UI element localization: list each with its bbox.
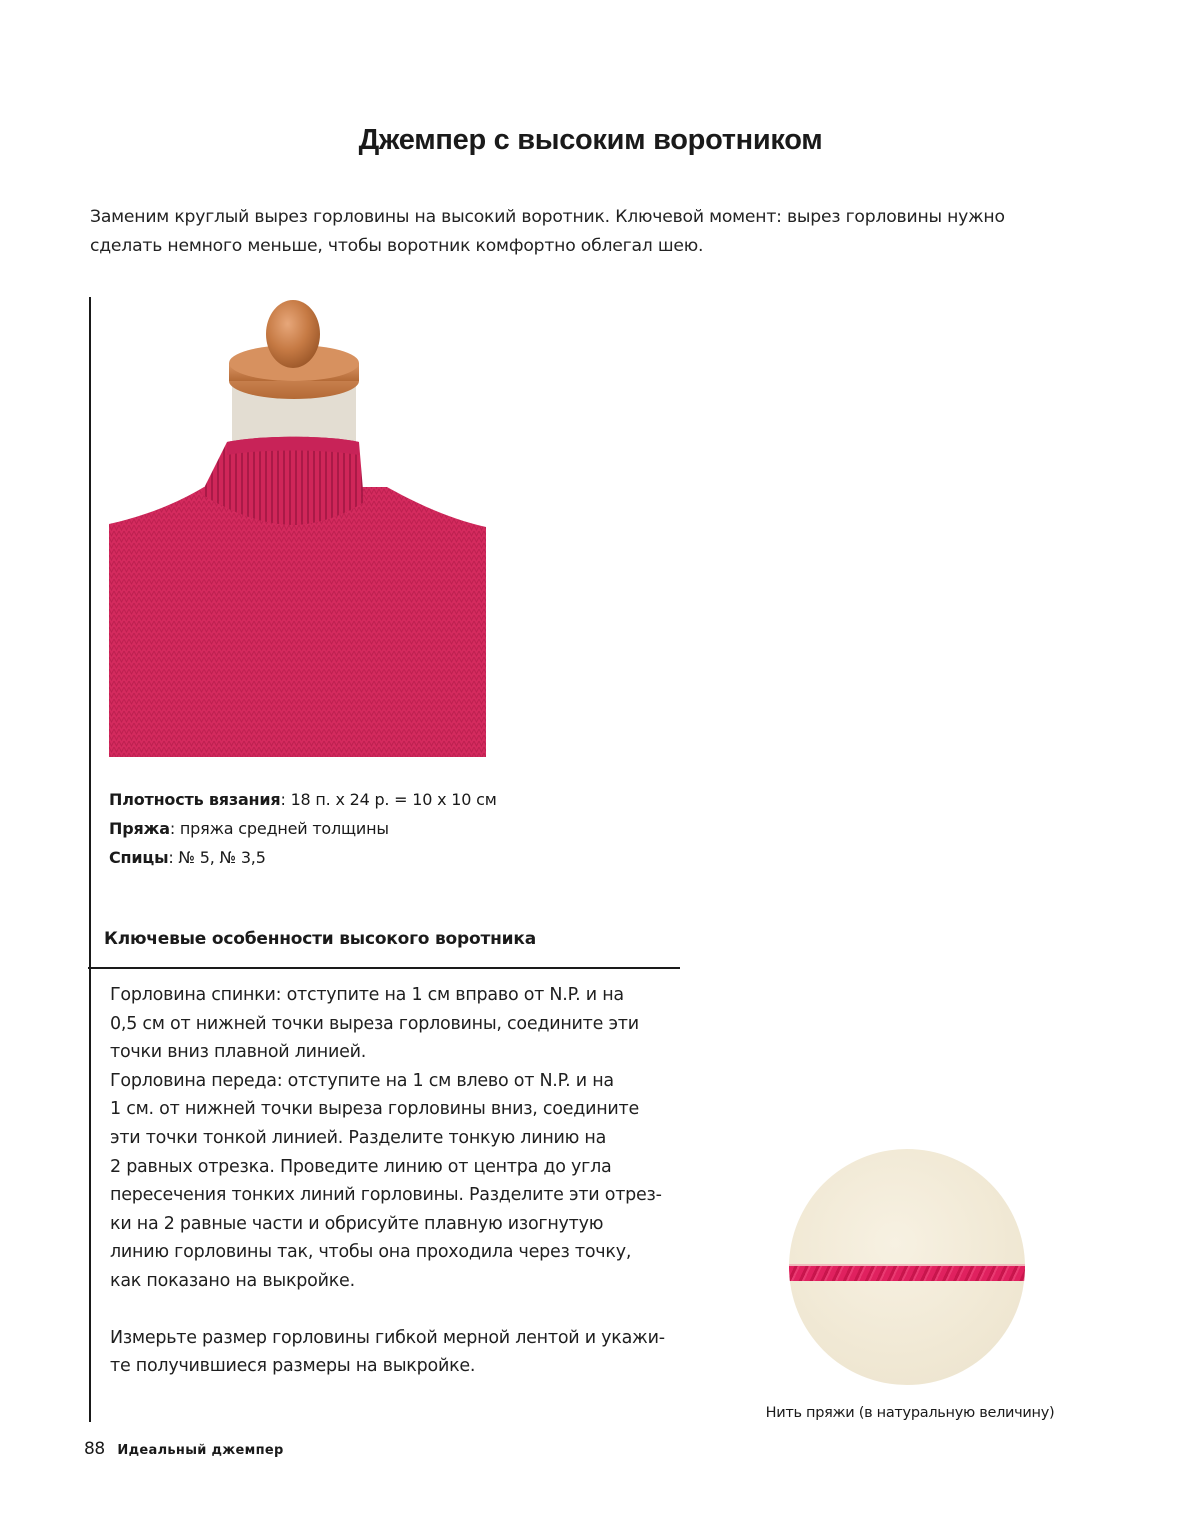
spec-yarn <box>109 814 497 843</box>
section-divider <box>88 967 680 969</box>
body-line: как показано на выкройке. <box>110 1270 355 1291</box>
paragraph-gap <box>110 1296 730 1324</box>
body-line: эти точки тонкой линией. Разделите тонкую линию на <box>110 1127 607 1148</box>
sweater-body <box>109 487 486 757</box>
pattern-specs <box>109 785 497 872</box>
spec-label: Спицы <box>109 848 169 867</box>
body-line: линию горловины так, чтобы она проходила через точку, <box>110 1242 632 1263</box>
page-title: Джемпер с высоким воротником <box>358 124 823 156</box>
spec-needles <box>109 843 497 872</box>
body-line: 2 равных отрезка. Проведите линию от центра до угла <box>110 1156 612 1177</box>
turtleneck-on-dress-form-illustration <box>109 297 486 757</box>
spec-label: Пряжа <box>109 819 170 838</box>
margin-rule <box>89 297 91 1422</box>
section-body <box>110 981 730 1381</box>
dress-form-knob <box>266 300 320 368</box>
body-line: ки на 2 равные части и обрисуйте плавную изогнутую <box>110 1213 604 1234</box>
yarn-strand <box>789 1266 1025 1281</box>
spec-value: : № 5, № 3,5 <box>168 848 266 867</box>
body-line: 1 см. от нижней точки выреза горловины вниз, соедините <box>110 1099 639 1120</box>
body-line: Горловина переда: отступите на 1 см влево от N.P. и на <box>110 1070 614 1091</box>
yarn-sample-caption: Нить пряжи (в натуральную величину) <box>765 1405 1055 1421</box>
yarn-sample-image <box>789 1149 1025 1385</box>
page-number: 88 <box>84 1439 105 1459</box>
intro-line: сделать немного меньше, чтобы воротник комфортно облегал шею. <box>90 236 704 256</box>
section-heading: Ключевые особенности высокого воротника <box>104 929 537 949</box>
spec-value: : 18 п. x 24 р. = 10 x 10 см <box>280 790 497 809</box>
spec-gauge <box>109 785 497 814</box>
spec-label: Плотность вязания <box>109 790 281 809</box>
spec-value: : пряжа средней толщины <box>169 819 389 838</box>
body-line: Измерьте размер горловины гибкой мерной лентой и укажи- <box>110 1327 665 1348</box>
running-title: Идеальный джемпер <box>117 1443 284 1458</box>
body-line: Горловина спинки: отступите на 1 см вправо от N.P. и на <box>110 985 624 1005</box>
body-line: 0,5 см от нижней точки выреза горловины, соедините эти <box>110 1013 639 1034</box>
body-line: пересечения тонких линий горловины. Разделите эти отрез- <box>110 1185 662 1206</box>
body-line: те получившиеся размеры на выкройке. <box>110 1356 476 1377</box>
intro-paragraph <box>90 203 1100 261</box>
body-line: точки вниз плавной линией. <box>110 1042 367 1063</box>
intro-line: Заменим круглый вырез горловины на высокий воротник. Ключевой момент: вырез горловины нужно <box>90 207 1005 227</box>
page-footer <box>84 1439 284 1459</box>
sweater-photo <box>109 297 486 757</box>
